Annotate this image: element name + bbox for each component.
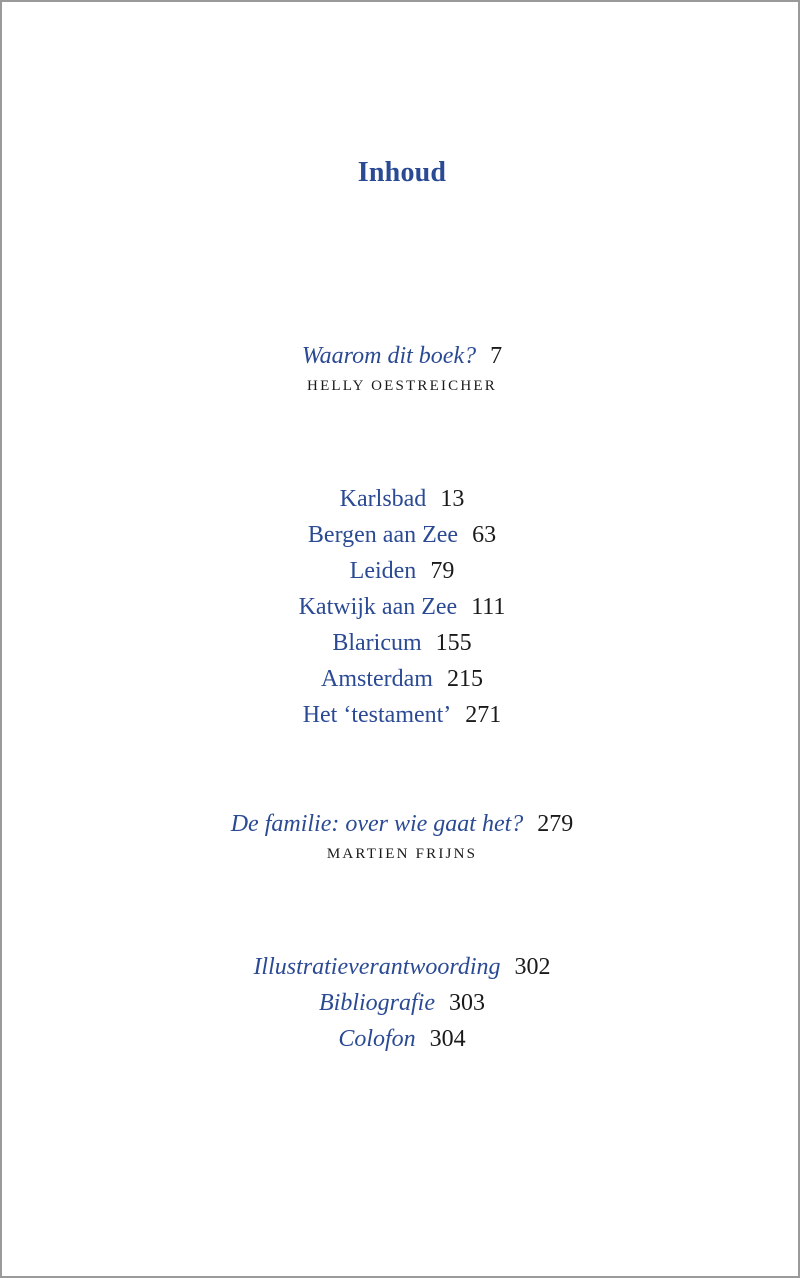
toc-entry-family[interactable] <box>2 806 800 842</box>
toc-entry-appendix[interactable] <box>2 949 800 985</box>
toc-entry-page: 271 <box>465 702 502 728</box>
toc-entry-title: Katwijk aan Zee <box>298 594 458 620</box>
toc-entry-page: 303 <box>449 990 485 1016</box>
toc-entry-appendix[interactable] <box>2 985 800 1021</box>
toc-entry-chapter[interactable] <box>2 589 800 625</box>
section-author: MARTIEN FRIJNS <box>326 846 478 862</box>
toc-entry-chapter[interactable] <box>2 517 800 553</box>
toc-entry-page: 279 <box>537 811 574 837</box>
toc-section-intro <box>2 338 800 396</box>
toc-section-appendix <box>2 949 800 1057</box>
toc-entry-chapter[interactable] <box>2 481 800 517</box>
toc-entry-title: Het ‘testament’ <box>302 702 452 728</box>
section-author: HELLY OESTREICHER <box>307 378 497 394</box>
toc-entry-chapter[interactable] <box>2 697 800 733</box>
toc-section-chapters <box>2 481 800 733</box>
toc-entry-title: Colofon <box>338 1026 416 1052</box>
toc-entry-page: 304 <box>429 1026 466 1052</box>
toc-entry-page: 111 <box>471 594 506 620</box>
toc-entry-page: 215 <box>446 666 483 692</box>
page-title: Inhoud <box>357 157 447 188</box>
toc-entry-chapter[interactable] <box>2 625 800 661</box>
toc-section-family <box>2 806 800 864</box>
toc-entry-page: 63 <box>472 522 497 548</box>
toc-entry-title: Bibliografie <box>319 990 435 1016</box>
toc-entry-appendix[interactable] <box>2 1021 800 1057</box>
toc-entry-chapter[interactable] <box>2 661 800 697</box>
toc-entry-title: Blaricum <box>332 630 422 656</box>
toc-entry-page: 13 <box>440 486 465 512</box>
toc-entry-title: Waarom dit boek? <box>301 343 477 369</box>
toc-entry-page: 79 <box>430 558 455 584</box>
toc-entry-chapter[interactable] <box>2 553 800 589</box>
toc-entry-title: Illustratieverantwoording <box>253 954 501 980</box>
toc-entry-intro[interactable] <box>2 338 800 374</box>
toc-entry-title: De familie: over wie gaat het? <box>230 811 524 837</box>
toc-entry-page: 155 <box>435 630 472 656</box>
toc-entry-title: Bergen aan Zee <box>307 522 459 548</box>
toc-entry-title: Leiden <box>349 558 417 584</box>
toc-entry-title: Amsterdam <box>321 666 433 692</box>
toc-entry-page: 302 <box>514 954 551 980</box>
toc-entry-page: 7 <box>490 343 503 369</box>
toc-entry-title: Karlsbad <box>339 486 427 512</box>
